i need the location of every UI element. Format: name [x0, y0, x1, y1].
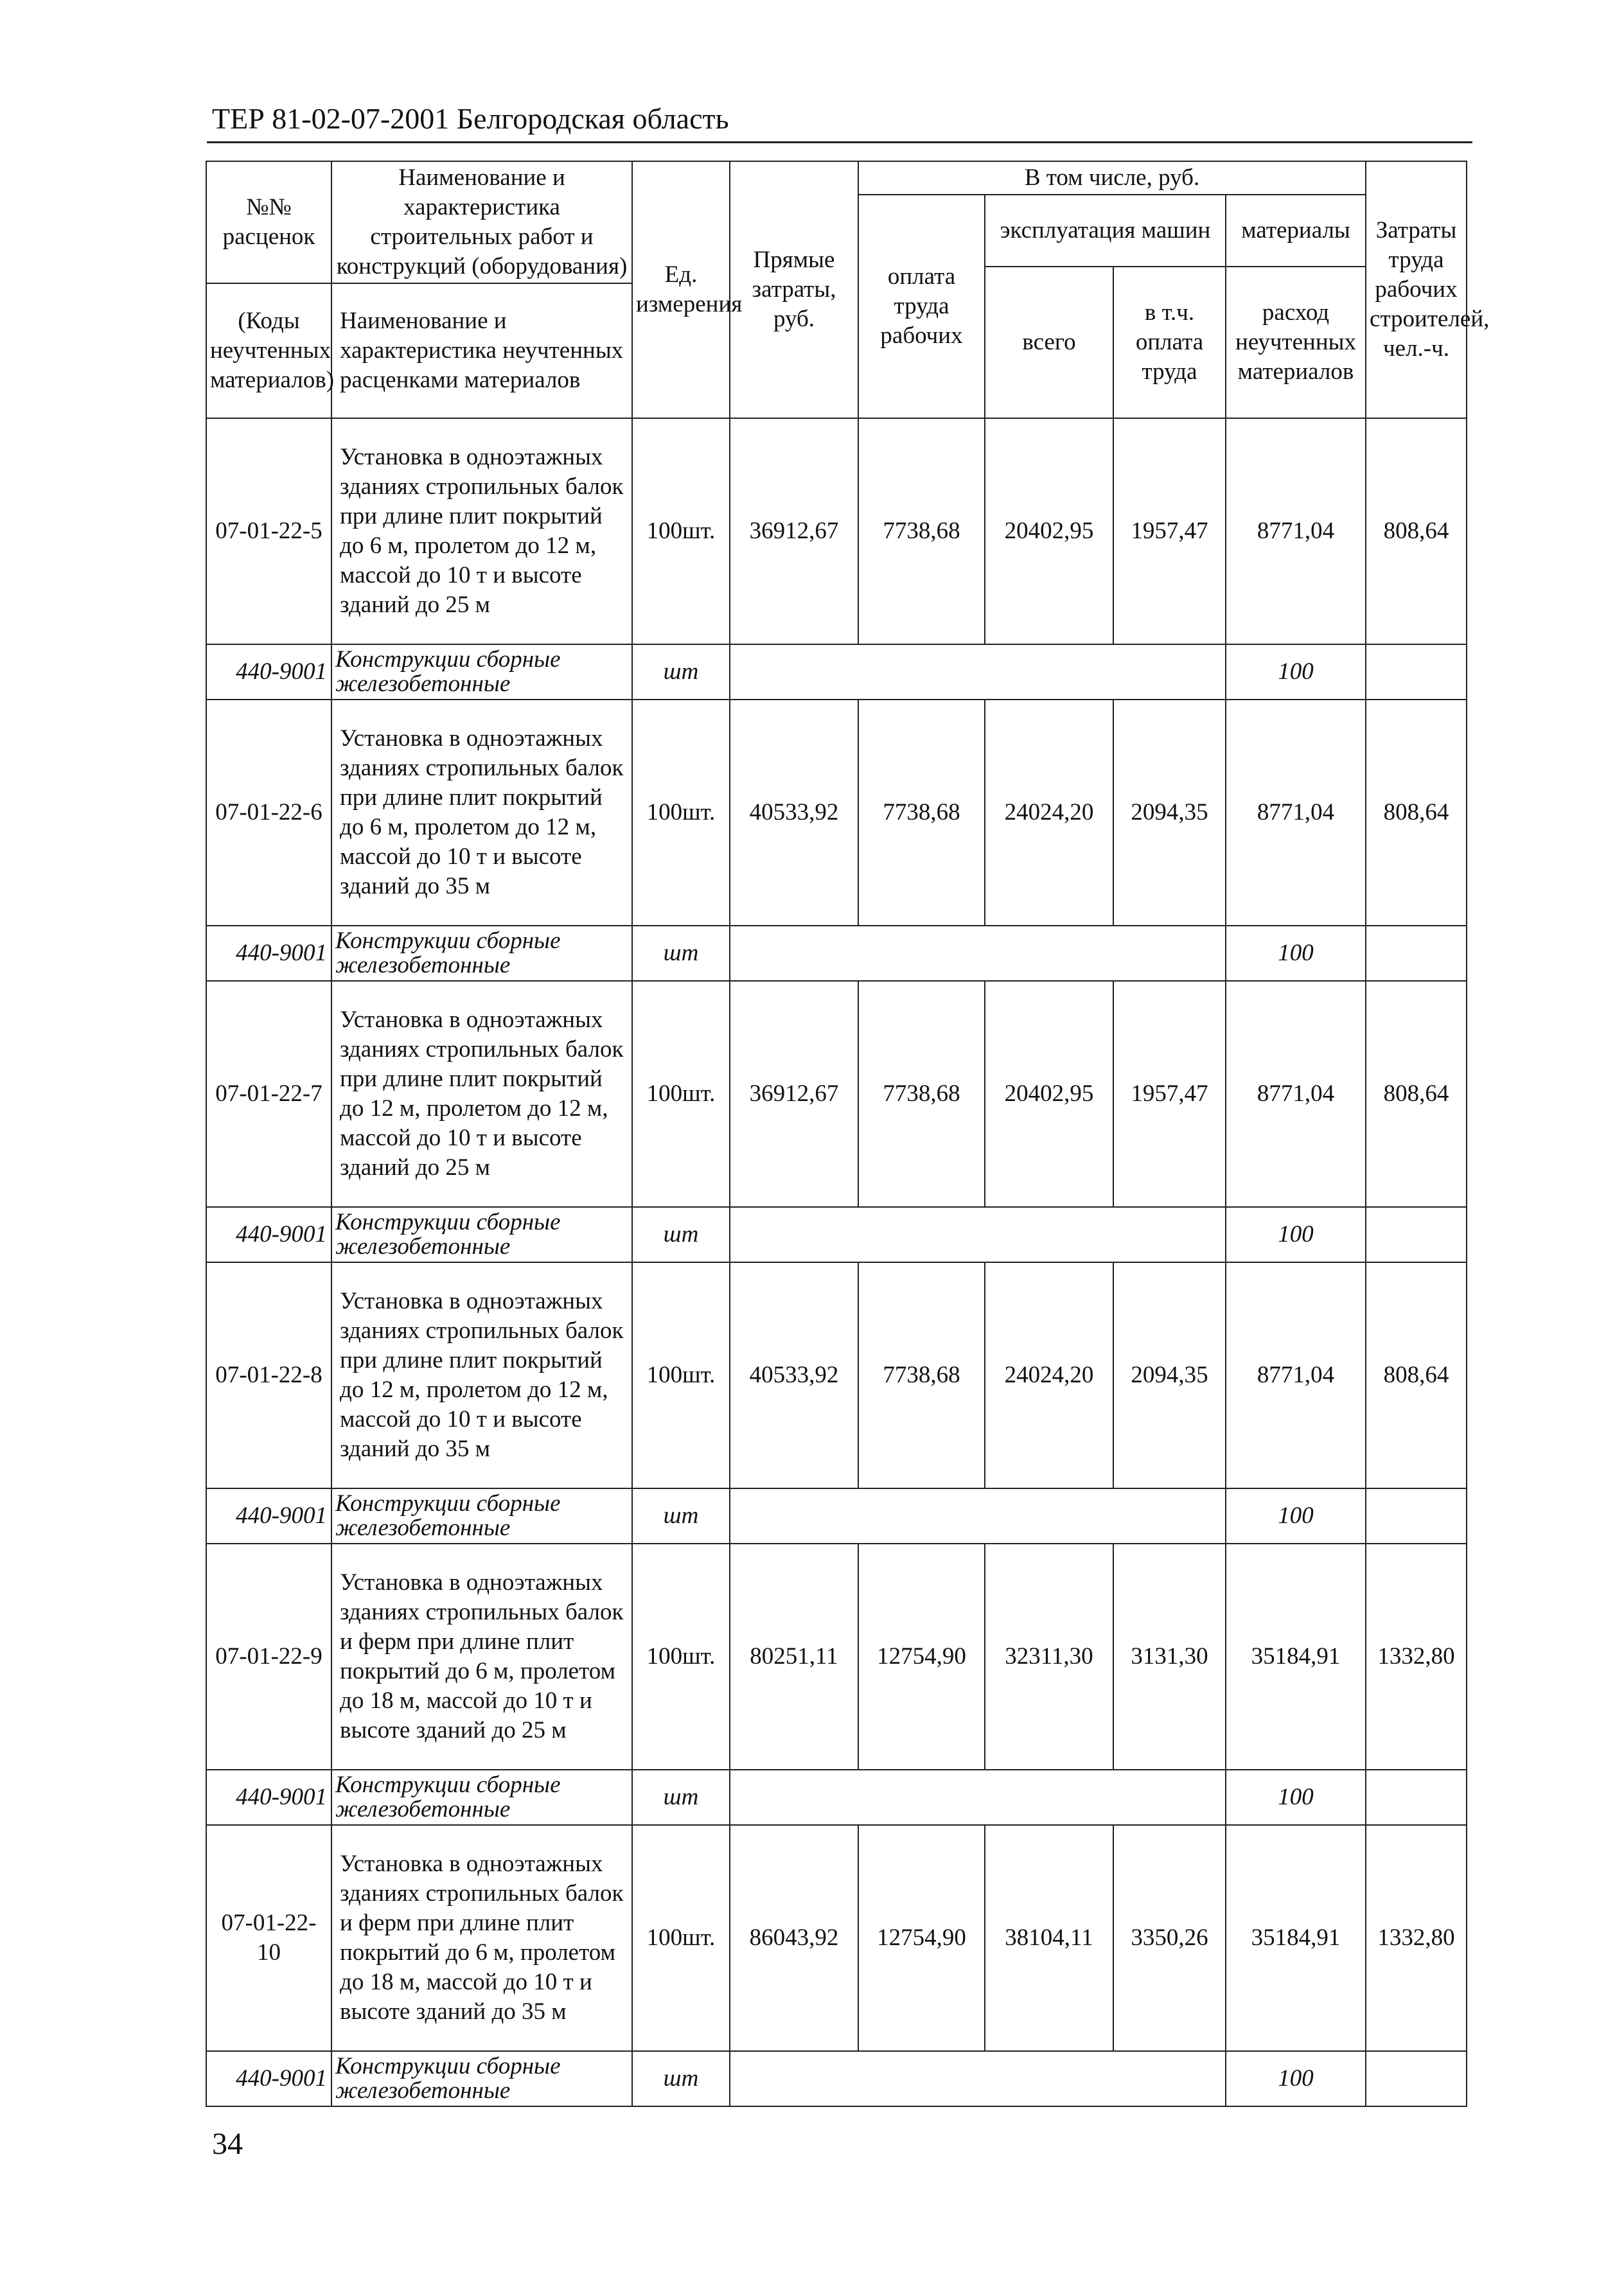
material-unit: шт [632, 926, 730, 981]
material-code: 440-9001 [206, 1488, 331, 1544]
material-name: Конструкции сборные железобетонные [331, 644, 632, 700]
header-code-unaccounted: (Коды неучтенных материалов) [206, 283, 331, 418]
cell-machines-labor: 1957,47 [1113, 981, 1226, 1207]
header-unit: Ед. измерения [632, 161, 730, 418]
table-row [206, 1544, 1467, 1770]
rate-name: Установка в одноэтажных зданиях стропильных балок и ферм при длине плит покрытий до 6 м, пролетом до 18 м, массой до 10 т и высоте зданий до 35 м [331, 1825, 632, 2051]
table-row [206, 981, 1467, 1207]
material-name: Конструкции сборные железобетонные [331, 1770, 632, 1825]
rate-code: 07-01-22-10 [206, 1825, 331, 2051]
material-labor-hours [1366, 1207, 1467, 1262]
rate-name: Установка в одноэтажных зданиях стропильных балок при длине плит покрытий до 6 м, пролетом до 12 м, массой до 10 т и высоте зданий до 35 м [331, 700, 632, 926]
material-labor-hours [1366, 644, 1467, 700]
cell-machines-total: 20402,95 [985, 981, 1113, 1207]
cell-direct: 86043,92 [730, 1825, 858, 2051]
cell-machines-total: 38104,11 [985, 1825, 1113, 2051]
material-unit: шт [632, 1770, 730, 1825]
material-usage: 100 [1226, 1770, 1366, 1825]
cell-unit: 100шт. [632, 1544, 730, 1770]
rate-code: 07-01-22-8 [206, 1262, 331, 1488]
header-machines: эксплуатация машин [985, 195, 1226, 267]
cell-unit: 100шт. [632, 700, 730, 926]
cell-unit: 100шт. [632, 1825, 730, 2051]
cell-labor-hours: 808,64 [1366, 418, 1467, 644]
cell-labor-pay: 7738,68 [858, 418, 985, 644]
material-unit: шт [632, 644, 730, 700]
table-row [206, 1262, 1467, 1488]
header-name-unaccounted: Наименование и характеристика неучтенных расценками материалов [331, 283, 632, 418]
cell-labor-pay: 12754,90 [858, 1544, 985, 1770]
material-usage: 100 [1226, 1488, 1366, 1544]
rate-code: 07-01-22-6 [206, 700, 331, 926]
cell-unit: 100шт. [632, 981, 730, 1207]
material-blank [730, 1488, 1226, 1544]
header-materials: материалы [1226, 195, 1366, 267]
material-row [206, 926, 1467, 981]
cell-materials: 35184,91 [1226, 1825, 1366, 2051]
material-code: 440-9001 [206, 2051, 331, 2106]
cell-labor-pay: 7738,68 [858, 1262, 985, 1488]
material-name: Конструкции сборные железобетонные [331, 1207, 632, 1262]
material-blank [730, 2051, 1226, 2106]
material-blank [730, 926, 1226, 981]
material-usage: 100 [1226, 926, 1366, 981]
header-machines-labor: в т.ч. оплата труда [1113, 267, 1226, 418]
material-code: 440-9001 [206, 1207, 331, 1262]
cell-direct: 40533,92 [730, 1262, 858, 1488]
cell-labor-pay: 7738,68 [858, 981, 985, 1207]
header-material-usage: расход неучтенных материалов [1226, 267, 1366, 418]
material-row [206, 2051, 1467, 2106]
header-labor-pay: оплата труда рабочих [858, 195, 985, 418]
cell-unit: 100шт. [632, 418, 730, 644]
cell-materials: 8771,04 [1226, 700, 1366, 926]
material-labor-hours [1366, 1488, 1467, 1544]
cell-labor-hours: 1332,80 [1366, 1825, 1467, 2051]
cell-machines-total: 24024,20 [985, 700, 1113, 926]
rate-name: Установка в одноэтажных зданиях стропильных балок при длине плит покрытий до 12 м, пролетом до 12 м, массой до 10 т и высоте зданий до 35 м [331, 1262, 632, 1488]
material-name: Конструкции сборные железобетонные [331, 1488, 632, 1544]
material-unit: шт [632, 1488, 730, 1544]
cell-machines-labor: 3350,26 [1113, 1825, 1226, 2051]
material-code: 440-9001 [206, 926, 331, 981]
header-machines-total: всего [985, 267, 1113, 418]
cell-direct: 40533,92 [730, 700, 858, 926]
material-row [206, 1207, 1467, 1262]
material-blank [730, 644, 1226, 700]
cell-labor-hours: 808,64 [1366, 700, 1467, 926]
rate-code: 07-01-22-7 [206, 981, 331, 1207]
material-row [206, 1770, 1467, 1825]
rate-code: 07-01-22-5 [206, 418, 331, 644]
cell-labor-pay: 12754,90 [858, 1825, 985, 2051]
cell-unit: 100шт. [632, 1262, 730, 1488]
table-row [206, 700, 1467, 926]
cell-machines-labor: 1957,47 [1113, 418, 1226, 644]
cell-direct: 36912,67 [730, 981, 858, 1207]
material-unit: шт [632, 2051, 730, 2106]
material-unit: шт [632, 1207, 730, 1262]
cell-materials: 35184,91 [1226, 1544, 1366, 1770]
material-name: Конструкции сборные железобетонные [331, 926, 632, 981]
header-including: В том числе, руб. [858, 161, 1366, 195]
cell-machines-total: 20402,95 [985, 418, 1113, 644]
page-number: 34 [212, 2127, 243, 2161]
cell-machines-total: 24024,20 [985, 1262, 1113, 1488]
rate-code: 07-01-22-9 [206, 1544, 331, 1770]
cell-labor-hours: 808,64 [1366, 981, 1467, 1207]
header-name: Наименование и характеристика строительных работ и конструкций (оборудования) [331, 161, 632, 283]
cell-labor-hours: 808,64 [1366, 1262, 1467, 1488]
cell-direct: 36912,67 [730, 418, 858, 644]
cell-machines-labor: 3131,30 [1113, 1544, 1226, 1770]
cell-machines-labor: 2094,35 [1113, 1262, 1226, 1488]
cell-labor-hours: 1332,80 [1366, 1544, 1467, 1770]
cell-labor-pay: 7738,68 [858, 700, 985, 926]
material-usage: 100 [1226, 1207, 1366, 1262]
rates-table [206, 161, 1490, 2107]
cell-direct: 80251,11 [730, 1544, 858, 1770]
material-name: Конструкции сборные железобетонные [331, 2051, 632, 2106]
material-blank [730, 1770, 1226, 1825]
material-labor-hours [1366, 1770, 1467, 1825]
material-labor-hours [1366, 926, 1467, 981]
cell-materials: 8771,04 [1226, 981, 1366, 1207]
material-blank [730, 1207, 1226, 1262]
cell-machines-total: 32311,30 [985, 1544, 1113, 1770]
cell-materials: 8771,04 [1226, 1262, 1366, 1488]
header-code: №№ расценок [206, 161, 331, 283]
rate-name: Установка в одноэтажных зданиях стропильных балок при длине плит покрытий до 12 м, пролетом до 12 м, массой до 10 т и высоте зданий до 25 м [331, 981, 632, 1207]
rate-name: Установка в одноэтажных зданиях стропильных балок и ферм при длине плит покрытий до 6 м, пролетом до 18 м, массой до 10 т и высоте зданий до 25 м [331, 1544, 632, 1770]
material-row [206, 644, 1467, 700]
title-rule [207, 141, 1472, 143]
page-title: ТЕР 81-02-07-2001 Белгородская область [212, 102, 729, 135]
cell-materials: 8771,04 [1226, 418, 1366, 644]
material-usage: 100 [1226, 644, 1366, 700]
material-row [206, 1488, 1467, 1544]
cell-machines-labor: 2094,35 [1113, 700, 1226, 926]
material-usage: 100 [1226, 2051, 1366, 2106]
material-code: 440-9001 [206, 1770, 331, 1825]
material-labor-hours [1366, 2051, 1467, 2106]
material-code: 440-9001 [206, 644, 331, 700]
header-direct: Прямые затраты, руб. [730, 161, 858, 418]
table-row [206, 1825, 1467, 2051]
header-labor-hours: Затраты труда рабочих строителей, чел.-ч. [1366, 161, 1467, 418]
rate-name: Установка в одноэтажных зданиях стропильных балок при длине плит покрытий до 6 м, пролетом до 12 м, массой до 10 т и высоте зданий до 25 м [331, 418, 632, 644]
table-row [206, 418, 1467, 644]
